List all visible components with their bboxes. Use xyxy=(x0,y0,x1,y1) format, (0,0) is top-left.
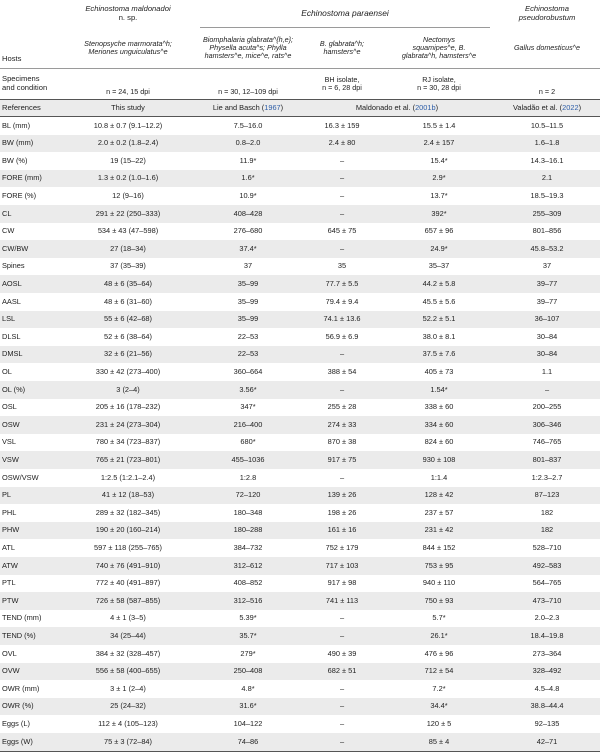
row-cell-c1: 772 ± 40 (491–897) xyxy=(95,578,161,588)
row-cell-c1: 52 ± 6 (38–64) xyxy=(103,331,153,341)
row-cell-c2: 4.8* xyxy=(241,683,255,693)
row-cell-c3: 56.9 ± 6.9 xyxy=(325,331,359,341)
row-cell-c1: 1:2.5 (1:2.1–2.4) xyxy=(100,472,156,482)
row-cell-c1: 205 ± 16 (178–232) xyxy=(95,402,161,412)
hosts-col1: Stenopsyche marmorata^h; Meriones unguiculatus^e xyxy=(84,38,172,56)
row-cell-c5: 2.0–2.3 xyxy=(534,613,560,623)
row-cell-c1: 32 ± 6 (21–56) xyxy=(103,349,153,359)
row-cell-c5: 182 xyxy=(540,507,554,517)
row-cell-c4: 753 ± 95 xyxy=(424,560,454,570)
table-row xyxy=(0,504,600,522)
table-row xyxy=(0,117,600,135)
hosts-col2: Biomphalaria glabrata^{h,e}; Physella acuta^s; Phylla hamsters^e, mice^e, rats^e xyxy=(202,34,294,61)
row-cell-c5: 801–856 xyxy=(532,226,562,236)
header-specimens-row xyxy=(0,69,600,99)
row-cell-c4: 44.2 ± 5.8 xyxy=(422,278,456,288)
row-cell-c3: 2.4 ± 80 xyxy=(328,138,356,148)
table-row xyxy=(0,645,600,663)
row-cell-c1: 289 ± 32 (182–345) xyxy=(95,507,161,517)
table-row xyxy=(0,363,600,381)
row-cell-c5: 328–492 xyxy=(532,666,562,676)
header-species-row xyxy=(0,0,600,28)
row-cell-c5: 1:2.3–2.7 xyxy=(531,472,563,482)
row-label: OL xyxy=(2,366,12,376)
table-row xyxy=(0,575,600,593)
row-cell-c1: 75 ± 3 (72–84) xyxy=(103,736,153,746)
row-label: BW (mm) xyxy=(2,138,34,148)
row-cell-c5: 473–710 xyxy=(532,595,562,605)
species-maldonadoi-cell xyxy=(60,0,196,28)
table-row xyxy=(0,240,600,258)
row-cell-c5: 14.3–16.1 xyxy=(530,155,564,165)
row-cell-c5: 255–309 xyxy=(532,208,562,218)
row-cell-c3: 917 ± 98 xyxy=(327,578,357,588)
row-cell-c5: 801–837 xyxy=(532,454,562,464)
row-cell-c3: 752 ± 179 xyxy=(325,542,359,552)
row-label: FORE (mm) xyxy=(2,173,42,183)
row-cell-c3: – xyxy=(339,736,345,746)
row-cell-c3: 161 ± 16 xyxy=(327,525,357,535)
row-cell-c2: 74–86 xyxy=(237,736,259,746)
row-cell-c1: 3 ± 1 (2–4) xyxy=(110,683,146,693)
row-label: CW/BW xyxy=(2,243,29,253)
row-cell-c1: 597 ± 118 (255–765) xyxy=(93,542,163,552)
row-cell-c1: 726 ± 58 (587–855) xyxy=(95,595,161,605)
ref-col5-year-link[interactable]: 2022 xyxy=(562,102,579,112)
table-row xyxy=(0,733,600,751)
row-cell-c5: 39–77 xyxy=(536,278,558,288)
row-label: AASL xyxy=(2,296,21,306)
references-label: References xyxy=(2,102,41,112)
table-row xyxy=(0,680,600,698)
table-row xyxy=(0,187,600,205)
row-cell-c2: 216–400 xyxy=(233,419,263,429)
row-cell-c1: 48 ± 6 (35–64) xyxy=(103,278,153,288)
row-cell-c3: – xyxy=(339,155,345,165)
row-cell-c2: 312–612 xyxy=(233,560,263,570)
species-pseudorobustum-name: Echinostoma pseudorobustum xyxy=(518,4,576,22)
header-references-row xyxy=(0,100,600,116)
table-row xyxy=(0,434,600,452)
specimens-label: Specimens and condition xyxy=(2,74,48,92)
row-cell-c4: 5.7* xyxy=(432,613,446,623)
table-row xyxy=(0,205,600,223)
row-cell-c2: 37 xyxy=(243,261,253,271)
table-row xyxy=(0,663,600,681)
row-cell-c2: 180–348 xyxy=(233,507,263,517)
row-cell-c3: 79.4 ± 9.4 xyxy=(325,296,359,306)
table-row xyxy=(0,487,600,505)
row-cell-c4: 52.2 ± 5.1 xyxy=(422,314,456,324)
row-cell-c3: – xyxy=(339,683,345,693)
hosts-col4: Nectomys squamipes^e, B. glabrata^h, hamsters^e xyxy=(401,34,477,61)
row-cell-c2: 455–1036 xyxy=(231,454,265,464)
row-cell-c4: 15.5 ± 1.4 xyxy=(422,120,456,130)
row-cell-c2: 22–53 xyxy=(237,331,259,341)
row-cell-c4: 712 ± 54 xyxy=(424,666,454,676)
ref-col5: Valadão et al. ( 2022 ) xyxy=(512,102,582,112)
row-cell-c1: 19 (15–22) xyxy=(110,155,146,165)
row-cell-c2: 37.4* xyxy=(239,243,257,253)
row-cell-c4: 2.4 ± 157 xyxy=(423,138,455,148)
table-row xyxy=(0,135,600,153)
table-row xyxy=(0,399,600,417)
row-cell-c3: – xyxy=(339,630,345,640)
row-cell-c4: 35–37 xyxy=(428,261,450,271)
row-cell-c3: 388 ± 54 xyxy=(327,366,357,376)
row-cell-c3: 490 ± 39 xyxy=(327,648,357,658)
table-row xyxy=(0,311,600,329)
row-cell-c5: 200–255 xyxy=(532,402,562,412)
row-cell-c3: – xyxy=(339,208,345,218)
table-row xyxy=(0,469,600,487)
row-cell-c3: 16.3 ± 159 xyxy=(324,120,360,130)
table-row xyxy=(0,451,600,469)
row-cell-c4: 120 ± 5 xyxy=(426,718,452,728)
row-cell-c3: – xyxy=(339,243,345,253)
row-cell-c5: 18.5–19.3 xyxy=(530,190,564,200)
row-cell-c3: 74.1 ± 13.6 xyxy=(323,314,361,324)
row-cell-c3: – xyxy=(339,190,345,200)
row-cell-c2: 10.9* xyxy=(239,190,257,200)
species-maldonadoi-note: n. sp. xyxy=(118,13,138,22)
row-cell-c5: 30–84 xyxy=(536,331,558,341)
row-cell-c5: – xyxy=(544,384,550,394)
row-cell-c5: 1.6–1.8 xyxy=(534,138,560,148)
row-cell-c3: – xyxy=(339,718,345,728)
row-cell-c2: 5.39* xyxy=(239,613,257,623)
row-cell-c2: 7.5–16.0 xyxy=(233,120,263,130)
row-cell-c2: 360–664 xyxy=(233,366,263,376)
table-row xyxy=(0,328,600,346)
table-row xyxy=(0,258,600,276)
row-label: CL xyxy=(2,208,12,218)
row-cell-c4: 824 ± 60 xyxy=(424,437,454,447)
row-cell-c4: 338 ± 60 xyxy=(424,402,454,412)
row-cell-c3: 645 ± 75 xyxy=(327,226,357,236)
row-cell-c4: 13.7* xyxy=(430,190,448,200)
ref-col2: Lie and Basch ( 1967 ) xyxy=(212,102,284,112)
row-label: OWR (%) xyxy=(2,701,34,711)
table-row xyxy=(0,698,600,716)
row-cell-c1: 34 (25–44) xyxy=(110,630,146,640)
row-cell-c5: 42–71 xyxy=(536,736,558,746)
row-cell-c2: 180–288 xyxy=(233,525,263,535)
row-cell-c1: 231 ± 24 (273–304) xyxy=(95,419,161,429)
row-cell-c4: 231 ± 42 xyxy=(424,525,454,535)
row-cell-c1: 3 (2–4) xyxy=(116,384,140,394)
row-cell-c2: 680* xyxy=(240,437,256,447)
spec-col2: n = 30, 12–109 dpi xyxy=(218,86,278,96)
row-label: BW (%) xyxy=(2,155,28,165)
table-row xyxy=(0,346,600,364)
row-cell-c4: 24.9* xyxy=(430,243,448,253)
row-cell-c4: 85 ± 4 xyxy=(428,736,450,746)
row-cell-c1: 765 ± 21 (723–801) xyxy=(95,454,161,464)
row-cell-c5: 10.5–11.5 xyxy=(530,120,564,130)
row-cell-c2: 104–122 xyxy=(233,718,263,728)
row-cell-c1: 112 ± 4 (105–123) xyxy=(98,718,158,728)
row-label: Eggs (L) xyxy=(2,718,30,728)
row-cell-c2: 72–120 xyxy=(235,490,261,500)
row-cell-c2: 0.8–2.0 xyxy=(235,138,261,148)
row-cell-c4: 750 ± 93 xyxy=(424,595,454,605)
row-cell-c4: 7.2* xyxy=(432,683,446,693)
row-cell-c3: 682 ± 51 xyxy=(327,666,357,676)
row-cell-c4: 2.9* xyxy=(432,173,446,183)
row-cell-c3: – xyxy=(339,613,345,623)
row-label: Spines xyxy=(2,261,25,271)
row-label: TEND (%) xyxy=(2,630,36,640)
row-cell-c4: 45.5 ± 5.6 xyxy=(422,296,456,306)
row-label: OSL xyxy=(2,402,17,412)
species-paraensei-name: Echinostoma paraensei xyxy=(301,8,389,19)
row-cell-c3: – xyxy=(339,701,345,711)
row-cell-c4: 1:1.4 xyxy=(430,472,448,482)
row-cell-c4: 476 ± 96 xyxy=(424,648,454,658)
table-row xyxy=(0,715,600,733)
row-cell-c5: 37 xyxy=(542,261,552,271)
hosts-col5: Gallus domesticus^e xyxy=(513,42,581,52)
row-cell-c5: 1.1 xyxy=(541,366,553,376)
row-cell-c3: 717 ± 103 xyxy=(325,560,359,570)
row-cell-c3: 741 ± 113 xyxy=(325,595,359,605)
row-cell-c5: 182 xyxy=(540,525,554,535)
row-label: DMSL xyxy=(2,349,23,359)
row-cell-c5: 564–765 xyxy=(532,578,562,588)
row-cell-c4: 37.5 ± 7.6 xyxy=(422,349,456,359)
row-label: VSL xyxy=(2,437,16,447)
row-cell-c1: 48 ± 6 (31–60) xyxy=(103,296,153,306)
row-cell-c1: 330 ± 42 (273–400) xyxy=(95,366,161,376)
row-cell-c2: 408–428 xyxy=(233,208,263,218)
row-cell-c5: 492–583 xyxy=(532,560,562,570)
row-label: OL (%) xyxy=(2,384,26,394)
row-label: PTL xyxy=(2,578,16,588)
row-label: PTW xyxy=(2,595,19,605)
row-cell-c4: 34.4* xyxy=(430,701,448,711)
species-maldonadoi-name: Echinostoma maldonadoi xyxy=(85,4,171,14)
row-label: CW xyxy=(2,226,15,236)
table-row xyxy=(0,275,600,293)
row-label: PHL xyxy=(2,507,17,517)
table-row xyxy=(0,223,600,241)
row-cell-c1: 12 (9–16) xyxy=(112,190,144,200)
row-cell-c5: 306–346 xyxy=(532,419,562,429)
row-cell-c3: 917 ± 75 xyxy=(327,454,357,464)
row-cell-c1: 780 ± 34 (723–837) xyxy=(95,437,161,447)
row-cell-c2: 408–852 xyxy=(233,578,263,588)
row-cell-c5: 273–364 xyxy=(532,648,562,658)
table-row xyxy=(0,381,600,399)
row-label: AOSL xyxy=(2,278,22,288)
row-cell-c2: 347* xyxy=(240,402,256,412)
table-row xyxy=(0,170,600,188)
row-label: DLSL xyxy=(2,331,21,341)
row-cell-c1: 534 ± 43 (47–598) xyxy=(97,226,159,236)
row-cell-c3: 35 xyxy=(337,261,347,271)
table-bottom-rule xyxy=(0,751,600,752)
row-label: PL xyxy=(2,490,12,500)
row-cell-c3: 274 ± 33 xyxy=(327,419,357,429)
row-label: OSW/VSW xyxy=(2,472,39,482)
row-cell-c5: 45.8–53.2 xyxy=(530,243,564,253)
row-cell-c3: 870 ± 38 xyxy=(327,437,357,447)
row-cell-c2: 35–99 xyxy=(237,278,259,288)
row-cell-c3: – xyxy=(339,173,345,183)
row-label: FORE (%) xyxy=(2,190,37,200)
row-cell-c3: 255 ± 28 xyxy=(327,402,357,412)
table-row xyxy=(0,610,600,628)
row-label: Eggs (W) xyxy=(2,736,33,746)
table-row xyxy=(0,539,600,557)
row-label: LSL xyxy=(2,314,16,324)
row-cell-c1: 27 (18–34) xyxy=(110,243,146,253)
row-cell-c4: 657 ± 96 xyxy=(424,226,454,236)
row-label: VSW xyxy=(2,454,19,464)
hosts-label: Hosts xyxy=(2,54,22,64)
row-cell-c2: 312–516 xyxy=(233,595,263,605)
row-label: TEND (mm) xyxy=(2,613,42,623)
row-cell-c2: 384–732 xyxy=(233,542,263,552)
spec-col4: RJ isolate, n = 30, 28 dpi xyxy=(417,74,461,92)
row-cell-c3: – xyxy=(339,349,345,359)
row-cell-c5: 36–107 xyxy=(534,314,560,324)
row-cell-c5: 18.4–19.8 xyxy=(530,630,564,640)
row-cell-c4: 15.4* xyxy=(430,155,448,165)
ref-col34: Maldonado et al. ( 2001b ) xyxy=(355,102,439,112)
row-label: BL (mm) xyxy=(2,120,31,130)
row-cell-c4: 392* xyxy=(431,208,447,218)
table-row xyxy=(0,416,600,434)
row-cell-c4: 940 ± 110 xyxy=(422,578,456,588)
table-row xyxy=(0,293,600,311)
row-cell-c4: 26.1* xyxy=(430,630,448,640)
row-cell-c1: 556 ± 58 (400–655) xyxy=(95,666,161,676)
row-label: OWR (mm) xyxy=(2,683,40,693)
row-cell-c3: – xyxy=(339,472,345,482)
ref-col34-year-link[interactable]: 2001b xyxy=(415,102,436,112)
row-cell-c5: 528–710 xyxy=(532,542,562,552)
row-cell-c1: 55 ± 6 (42–68) xyxy=(103,314,153,324)
row-cell-c1: 4 ± 1 (3–5) xyxy=(110,613,146,623)
row-label: OVW xyxy=(2,666,20,676)
row-cell-c4: 334 ± 60 xyxy=(424,419,454,429)
row-cell-c1: 190 ± 20 (160–214) xyxy=(95,525,161,535)
row-label: OVL xyxy=(2,648,17,658)
row-label: OSW xyxy=(2,419,20,429)
table-row xyxy=(0,152,600,170)
row-cell-c5: 38.8–44.4 xyxy=(530,701,564,711)
row-cell-c2: 3.56* xyxy=(239,384,257,394)
spec-col3: BH isolate, n = 6, 28 dpi xyxy=(322,74,362,92)
row-cell-c1: 1.3 ± 0.2 (1.0–1.6) xyxy=(97,173,159,183)
row-cell-c1: 25 (24–32) xyxy=(110,701,146,711)
table-row xyxy=(0,627,600,645)
row-cell-c3: 77.7 ± 5.5 xyxy=(325,278,359,288)
row-cell-c2: 31.6* xyxy=(239,701,257,711)
row-cell-c3: 139 ± 26 xyxy=(327,490,357,500)
row-cell-c2: 1:2.8 xyxy=(239,472,257,482)
row-cell-c4: 405 ± 73 xyxy=(424,366,454,376)
row-cell-c1: 291 ± 22 (250–333) xyxy=(95,208,161,218)
row-cell-c5: 92–135 xyxy=(534,718,560,728)
row-cell-c2: 22–53 xyxy=(237,349,259,359)
row-cell-c5: 30–84 xyxy=(536,349,558,359)
row-cell-c1: 41 ± 12 (18–53) xyxy=(101,490,155,500)
spec-col1: n = 24, 15 dpi xyxy=(106,86,150,96)
table-row xyxy=(0,557,600,575)
table-row xyxy=(0,592,600,610)
row-cell-c4: 237 ± 57 xyxy=(424,507,454,517)
row-cell-c2: 1.6* xyxy=(241,173,255,183)
row-cell-c5: 746–765 xyxy=(532,437,562,447)
row-cell-c5: 87–123 xyxy=(534,490,560,500)
header-hosts-row xyxy=(0,28,600,68)
row-cell-c2: 35–99 xyxy=(237,314,259,324)
row-label: ATW xyxy=(2,560,18,570)
ref-col2-year-link[interactable]: 1967 xyxy=(264,102,281,112)
row-cell-c4: 38.0 ± 8.1 xyxy=(422,331,456,341)
row-label: ATL xyxy=(2,542,16,552)
row-cell-c2: 279* xyxy=(240,648,256,658)
row-cell-c1: 37 (35–39) xyxy=(110,261,146,271)
row-cell-c4: 128 ± 42 xyxy=(424,490,454,500)
row-cell-c2: 35–99 xyxy=(237,296,259,306)
row-cell-c2: 250–408 xyxy=(233,666,263,676)
row-cell-c1: 10.8 ± 0.7 (9.1–12.2) xyxy=(93,120,163,130)
row-cell-c3: – xyxy=(339,384,345,394)
row-cell-c5: 39–77 xyxy=(536,296,558,306)
row-cell-c1: 384 ± 32 (328–457) xyxy=(95,648,161,658)
row-label: PHW xyxy=(2,525,20,535)
spec-col5: n = 2 xyxy=(538,86,556,96)
row-cell-c4: 930 ± 108 xyxy=(422,454,456,464)
row-cell-c4: 844 ± 152 xyxy=(422,542,456,552)
row-cell-c2: 35.7* xyxy=(239,630,257,640)
row-cell-c1: 740 ± 76 (491–910) xyxy=(95,560,161,570)
ref-col1: This study xyxy=(111,102,145,112)
row-cell-c5: 2.1 xyxy=(541,173,553,183)
row-cell-c5: 4.5–4.8 xyxy=(534,683,560,693)
row-cell-c2: 276–680 xyxy=(233,226,263,236)
row-cell-c4: 1.54* xyxy=(430,384,448,394)
row-cell-c2: 11.9* xyxy=(239,155,257,165)
table-row xyxy=(0,522,600,540)
hosts-col3: B. glabrata^h; hamsters^e xyxy=(319,38,365,56)
row-cell-c1: 2.0 ± 0.2 (1.8–2.4) xyxy=(97,138,159,148)
row-cell-c3: 198 ± 26 xyxy=(327,507,357,517)
